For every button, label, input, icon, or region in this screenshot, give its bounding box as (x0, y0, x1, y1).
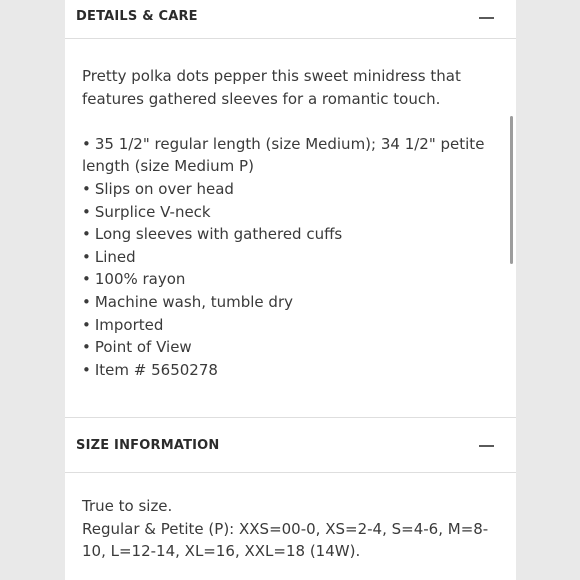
list-item-text: Long sleeves with gathered cuffs (94, 225, 343, 244)
details-care-title: DETAILS & CARE (76, 9, 198, 24)
list-item-text: Item # 5650278 (94, 360, 218, 379)
list-item (82, 246, 502, 269)
collapse-minus-icon[interactable] (479, 445, 494, 447)
list-item-text: Surplice V-neck (94, 202, 211, 221)
spacer (82, 110, 502, 133)
list-item (82, 268, 502, 291)
size-information-title: SIZE INFORMATION (76, 438, 220, 453)
list-item (82, 133, 502, 178)
list-item-text: Machine wash, tumble dry (94, 292, 293, 311)
list-item (82, 314, 502, 337)
size-fit-note: True to size. (82, 497, 173, 515)
size-information-content (82, 495, 502, 563)
list-item (82, 223, 502, 246)
bullet-glyph: • (82, 247, 91, 266)
bullet-glyph: • (82, 225, 91, 244)
size-chart-text: Regular & Petite (P): XXS=00-0, XS=2-4, S=4-6, M=8-10, L=12-14, XL=16, XXL=18 (14W). (82, 519, 489, 561)
list-item-text: 35 1/2" regular length (size Medium); 34 1/2" petite length (size Medium P) (82, 134, 485, 176)
list-item-text: Imported (94, 315, 164, 334)
bullet-glyph: • (82, 315, 91, 334)
bullet-glyph: • (82, 338, 91, 357)
details-care-content (82, 65, 502, 381)
product-details-panel (65, 0, 516, 580)
list-item (82, 201, 502, 224)
details-intro: Pretty polka dots pepper this sweet minidress that features gathered sleeves for a romantic touch. (82, 67, 461, 108)
bullet-glyph: • (82, 179, 91, 198)
bullet-glyph: • (82, 292, 91, 311)
bullet-glyph: • (82, 134, 91, 153)
list-item-text: Point of View (94, 338, 192, 357)
bullet-glyph: • (82, 202, 91, 221)
list-item-text: Slips on over head (94, 179, 234, 198)
list-item-text: Lined (94, 247, 136, 266)
size-information-header[interactable] (65, 418, 516, 473)
list-item (82, 336, 502, 359)
list-item (82, 359, 502, 382)
details-bullet-list (82, 133, 502, 382)
list-item-text: 100% rayon (94, 270, 186, 289)
details-care-header[interactable] (65, 0, 516, 39)
scrollbar-thumb[interactable] (510, 116, 513, 264)
list-item (82, 178, 502, 201)
collapse-minus-icon[interactable] (479, 17, 494, 19)
bullet-glyph: • (82, 360, 91, 379)
list-item (82, 291, 502, 314)
bullet-glyph: • (82, 270, 91, 289)
